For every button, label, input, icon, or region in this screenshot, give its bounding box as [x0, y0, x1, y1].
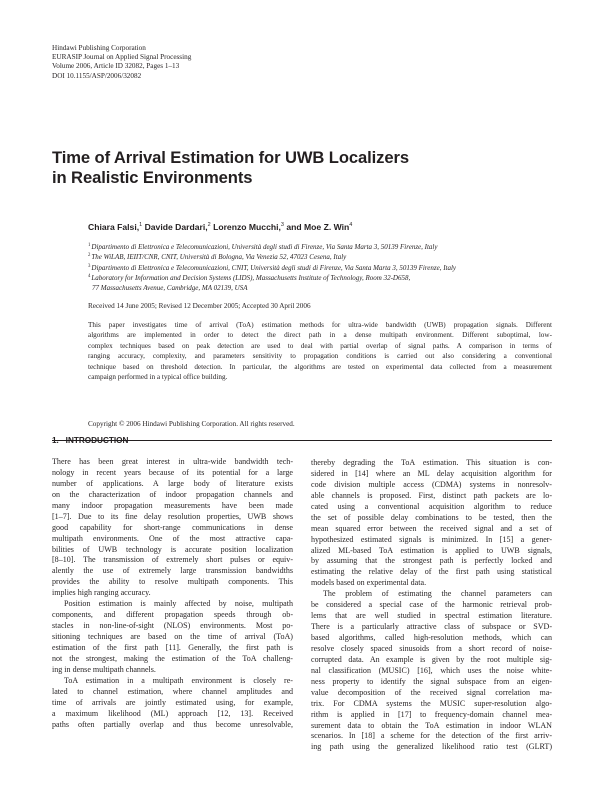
- text-line: There has been great interest in ultra-wide bandwidth tech-: [52, 457, 293, 466]
- text-line: based algorithms, called high-resolution methods, which can: [311, 633, 552, 642]
- section-heading: [52, 436, 293, 450]
- text-line: many indoor propagation measurements have been made: [52, 500, 293, 510]
- author-affil-mark: 3: [280, 222, 284, 228]
- journal-header: [52, 44, 191, 81]
- text-line: code division multiple access (CDMA) systems in nonresolv-: [311, 479, 552, 489]
- journal-line: EURASIP Journal on Applied Signal Processing: [52, 53, 192, 62]
- text-line: [8–10]. The transmission of extremely short pulses or equiv-: [52, 555, 293, 565]
- text-line: cated using a conventional acquisition algorithm to reduce: [311, 501, 552, 511]
- text-line: number of applications. A large body of literature exists: [52, 478, 293, 488]
- text-line: bilities of UWB technology is accurate position localization: [52, 544, 293, 554]
- abstract-line: algorithms are implemented in order to detect the direct path in a dense multipath environment. Different suboptimal, low-: [88, 331, 552, 340]
- left-column: [52, 436, 293, 730]
- author-list: [88, 222, 352, 232]
- text-line: paths often partially overlap and thus become unresolvable,: [52, 719, 293, 729]
- text-line: value decomposition of the received signal correlation ma-: [311, 687, 552, 697]
- text-line: There is a particularly attractive class of subspace or SVD-: [311, 622, 552, 632]
- text-line: lated to channel estimation, where channel amplitudes and: [52, 686, 293, 696]
- abstract-line: ranging accuracy, complexity, and parameters sensitivity to propagation conditions is carried out also considering a conventional: [88, 352, 552, 361]
- text-line: nology in recent years because of its potential for a large: [52, 467, 293, 477]
- author-affil-mark: 1: [139, 222, 143, 228]
- text-line: lems that are well studied in spectral estimation literature.: [311, 611, 552, 621]
- affiliation-list: [88, 242, 558, 293]
- publisher-line: Hindawi Publishing Corporation: [52, 44, 146, 52]
- text-line: ing path using the generalized likelihood ratio test (GLRT): [311, 742, 552, 752]
- abstract-line: This paper investigates time of arrival (ToA) estimation methods for ultra-wide bandwidth (UWB) propagation signals. Different: [88, 321, 552, 329]
- title-line-2: in Realistic Environments: [52, 168, 253, 187]
- text-line: the set of possible delay combinations to be tested, then the: [311, 512, 552, 522]
- abstract-line: complex techniques based on peak detection are used to deal with partial overlap of signal paths. A comparison in terms of: [88, 341, 552, 350]
- text-line: estimation of the first path [11]. Generally, the first path is: [52, 642, 293, 652]
- text-line: Position estimation is mainly affected by noise, multipath: [64, 599, 293, 609]
- left-column-text: [52, 457, 293, 730]
- text-line: alently the use of extremely large transmission bandwidths: [52, 566, 293, 576]
- text-line: ing in dense multipath channels.: [52, 664, 156, 674]
- text-line: estimating the relative delay of the first path using statistical: [311, 567, 552, 577]
- text-line: scenarios. In [18] a scheme for the detection of the first arriv-: [311, 731, 552, 741]
- text-line: models based on experimental data.: [311, 578, 427, 588]
- text-line: by assuming that the strongest path is perfectly locked and: [311, 556, 552, 566]
- text-line: [1–7]. Due to its fine delay resolution properties, UWB shows: [52, 511, 293, 521]
- received-dates: Received 14 June 2005; Revised 12 December 2005; Accepted 30 April 2006: [88, 302, 311, 310]
- paper-title: [52, 148, 552, 188]
- right-column-text: [311, 458, 552, 753]
- affiliation-item: $^4$Laboratory for Information and Decision Systems (LIDS), Massachusetts Institute of Technology, Room 32-D658,: [88, 273, 411, 282]
- doi-line: DOI 10.1155/ASP/2006/32082: [52, 71, 142, 80]
- author-name: Davide Dardari,: [144, 222, 208, 232]
- affiliation-continuation: 77 Massachusetts Avenue, Cambridge, MA 02139, USA: [92, 284, 248, 293]
- text-line: multipath environments. One of the most attractive capa-: [52, 533, 293, 543]
- text-line: provides the ability to resolve multipath components. This: [52, 577, 293, 587]
- author-name: Chiara Falsi,: [88, 222, 140, 232]
- text-line: rithm is applied in [17] to frequency-domain channel mea-: [311, 709, 552, 719]
- volume-line: Volume 2006, Article ID 32082, Pages 1–13: [52, 62, 180, 71]
- section-title: INTRODUCTION: [65, 436, 129, 445]
- right-column: [311, 458, 552, 753]
- text-line: ToA estimation in a multipath environment is closely re-: [64, 675, 293, 685]
- affiliation-item: $^3$Dipartimento di Elettronica e Telecomunicazioni, CNIT, Università degli studi di Firenze, Via Santa Marta 3, 50139 Firenze, Italy: [88, 263, 457, 272]
- abstract-line: technique based on threshold detection. In particular, the algorithms are tested on experimental data collected from a measurement: [88, 362, 552, 371]
- text-line: sidered in [14] where an ML delay acquisition algorithm for: [311, 468, 552, 478]
- text-line: be considered a special case of the harmonic retrieval prob-: [311, 600, 552, 610]
- text-line: able channels is proposed. First, distinct path packets are lo-: [311, 490, 552, 500]
- abstract-line: campaign performed in a typical office building.: [88, 373, 228, 382]
- text-line: time of arrivals are jointly estimated using, for example,: [52, 697, 293, 707]
- text-line: implies high ranging accuracy.: [52, 588, 151, 598]
- text-line: trix. For CDMA systems the MUSIC super-resolution algo-: [311, 698, 552, 708]
- text-line: corrupted data. An example is given by the root multiple sig-: [311, 654, 552, 664]
- text-line: on the characterization of indoor propagation channels and: [52, 489, 293, 499]
- text-line: The problem of estimating the channel parameters can: [323, 589, 552, 599]
- abstract: [88, 320, 552, 382]
- text-line: thereby degrading the ToA estimation. This situation is con-: [311, 458, 552, 467]
- text-line: nal classification (MUSIC) [16], which uses the noise white-: [311, 665, 552, 675]
- section-number: 1.: [52, 436, 59, 445]
- text-line: alized ML-based ToA estimation is applied to UWB signals,: [311, 545, 552, 555]
- text-line: surement data to obtain the ToA estimation in indoor WLAN: [311, 720, 552, 730]
- text-line: good capability for short-range communications in dense: [52, 522, 293, 532]
- text-line: sitioning techniques are based on the time of arrival (ToA): [52, 632, 293, 641]
- affiliation-item: $^2$The WiLAB, IEIIT/CNR, CNIT, Università di Bologna, Via Venezia 52, 47023 Cesena, Italy: [88, 253, 347, 262]
- title-line-1: Time of Arrival Estimation for UWB Localizers: [52, 148, 409, 167]
- text-line: components, and different propagation speeds through ob-: [52, 610, 293, 620]
- text-line: ness property to identify the signal subspace from an eigen-: [311, 676, 552, 686]
- author-name: Lorenzo Mucchi,: [213, 222, 281, 232]
- author-name: and Moe Z. Win: [286, 222, 350, 232]
- copyright-notice: Copyright © 2006 Hindawi Publishing Corporation. All rights reserved.: [88, 420, 295, 428]
- text-line: resolve closely spaced sinusoids from a short record of noise-: [311, 643, 552, 653]
- author-affil-mark: 2: [207, 222, 211, 228]
- text-line: not the strongest, making the estimation of the ToA challeng-: [52, 653, 293, 663]
- text-line: a maximum likelihood (ML) approach [12, 13]. Received: [52, 708, 293, 718]
- text-line: mean squared error between the received signal and a set of: [311, 523, 552, 533]
- text-line: stacles in non-line-of-sight (NLOS) environments. Most po-: [52, 621, 293, 631]
- author-affil-mark: 4: [349, 222, 353, 228]
- text-line: hypothesized estimated signals is minimized. In [15] a gener-: [311, 534, 552, 544]
- affiliation-item: $^1$Dipartimento di Elettronica e Telecomunicazioni, Università degli studi di Firenze, Via Santa Marta 3, 50139 Firenze, Italy: [88, 243, 438, 251]
